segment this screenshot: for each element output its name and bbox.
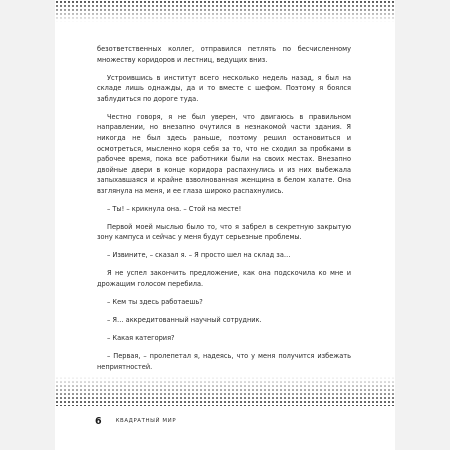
paragraph: – Первая, – пролепетал я, надеясь, что у меня получится избежать неприятностей.	[97, 351, 351, 371]
paragraph: – Кем ты здесь работаешь?	[107, 298, 203, 307]
body-text	[97, 44, 351, 380]
paragraph: Я не успел закончить предложение, как она подскочила ко мне и дрожащим голосом перебила.	[97, 269, 351, 289]
top-dot-pattern	[55, 0, 395, 22]
running-title: КВАДРАТНЫЙ МИР	[115, 418, 177, 424]
paragraph: Честно говоря, я не был уверен, что двигаюсь в правильном направлении, но внезапно очутился в незнакомой части здания. Я никогда не был здесь раньше, поэтому решил остановиться и осмотреться, мысленно коря себя за то, что не сходил за пробками в рабочее время, пока все работники были на своих местах. Внезапно двойные двери в конце коридора распахнулись и из них выбежала запыхавшаяся и крайне взволнованная женщина в белом халате. Она взглянула на меня, и ее глаза широко распахнулись.	[97, 112, 351, 195]
paragraph: Первой моей мыслью было то, что я забрел в секретную закрытую зону кампуса и сейчас у меня будут серьезные проблемы.	[97, 222, 351, 242]
paragraph: – Я… аккредитованный научный сотрудник.	[107, 316, 262, 324]
paragraph: Устроившись в институт всего несколько недель назад, я был на складе лишь однажды, да и то вместе с шефом. Поэтому я боялся заблудиться по дороге туда.	[97, 73, 351, 103]
paragraph: безответственных коллег, отправился петлять по бесчисленному множеству коридоров и лестниц, ведущих вниз.	[97, 45, 351, 64]
book-page	[55, 0, 395, 450]
bottom-dot-pattern	[55, 376, 395, 406]
paragraph: – Ты! – крикнула она. – Стой на месте!	[107, 204, 242, 213]
page-footer	[95, 414, 176, 428]
paragraph: – Извините, – сказал я. – Я просто шел на склад за…	[107, 251, 291, 260]
paragraph: – Какая категория?	[107, 333, 175, 342]
page-number: 6	[95, 415, 102, 427]
